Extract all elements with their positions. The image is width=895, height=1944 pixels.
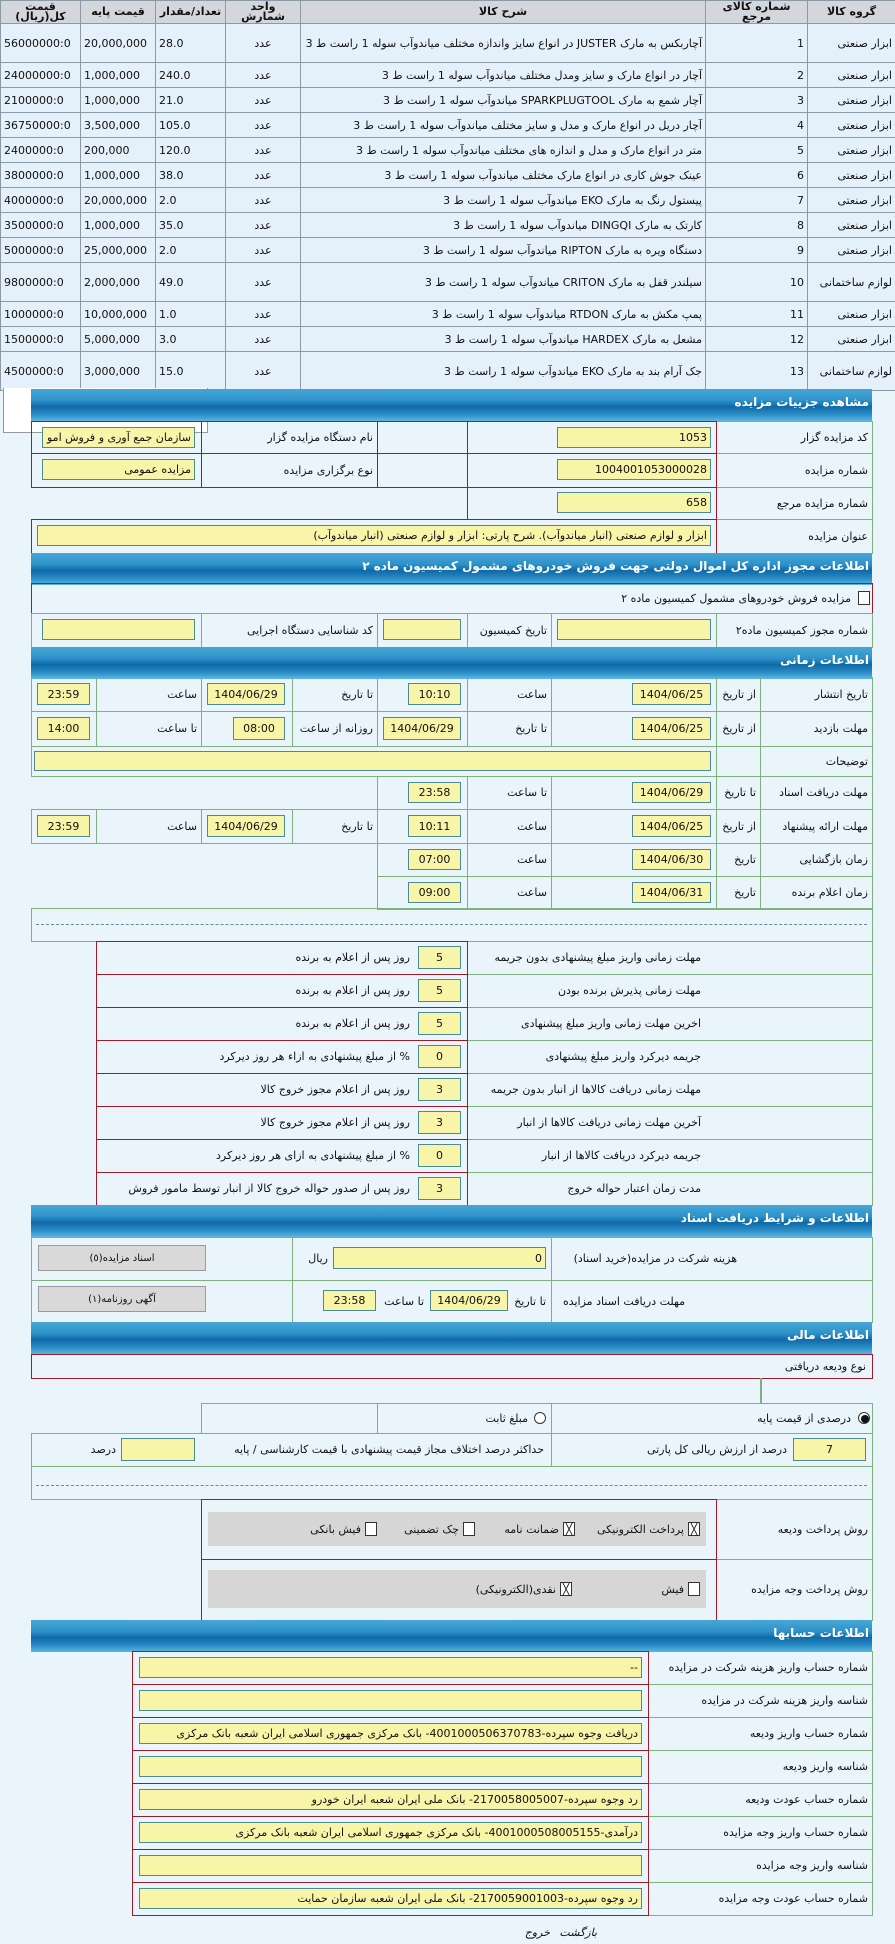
docs-deadline-time[interactable]: 23:58 (323, 1290, 376, 1311)
items-table-header (1, 1, 895, 24)
field-label: کد شناسایی دستگاه اجرایی (246, 623, 373, 637)
deposit-method-checkbox[interactable] (463, 1522, 475, 1536)
account-label: شماره حساب واریز ودیعه (749, 1727, 868, 1740)
unit-cell: عدد (226, 188, 301, 213)
field-label: نام دستگاه مزایده گزار (267, 430, 373, 444)
unit-cell: عدد (226, 88, 301, 113)
total-price-cell: 1500000:0 (1, 327, 81, 352)
field-label: تا تاریخ (724, 786, 756, 799)
deadline-suffix: روز پس از اعلام به برنده (295, 984, 410, 997)
deadline-label: مهلت زمانی پذیرش برنده بودن (557, 984, 701, 997)
total-price-cell: 9800000:0 (1, 263, 81, 302)
field-label: هزینه شرکت در مزایده(خرید اسناد) (573, 1252, 737, 1265)
account-field[interactable]: -- (139, 1657, 642, 1678)
description-cell: کارتک به مارک DINGQI میاندوآب سوله 1 راست ط 3 (301, 213, 706, 238)
section-header-permit: اطلاعات مجوز اداره کل اموال دولتی جهت فروش خودروهای مشمول کمیسیون ماده ۲ (31, 553, 872, 585)
base-price-cell: 1,000,000 (81, 63, 156, 88)
group-cell: لوازم ساختمانی (808, 352, 895, 391)
total-price-cell: 3800000:0 (1, 163, 81, 188)
auction-title-field[interactable]: ابزار و لوازم صنعتی (انبار میاندوآب). شرح پارتی: ابزار و لوازم صنعتی (انبار میاندوآب) (37, 525, 711, 546)
field-label: از تاریخ (722, 687, 756, 701)
column-header: قیمت کل(ریال) (1, 1, 81, 24)
field-label: تا تاریخ (341, 687, 373, 701)
checkbox-label: پرداخت الکترونیکی (597, 1522, 684, 1536)
column-header: واحد شمارش (226, 1, 301, 24)
base-price-cell: 10,000,000 (81, 302, 156, 327)
auction-documents-button[interactable]: اسناد مزایده(٥) (38, 1245, 206, 1271)
deadline-suffix: روز پس از اعلام به برنده (295, 1017, 410, 1030)
field-label: روش پرداخت ودیعه (777, 1522, 868, 1536)
description-cell: متر در انواع مارک و مدل و اندازه های مختلف میاندوآب سوله 1 راست ط 3 (301, 138, 706, 163)
description-cell: جک آرام بند به مارک EKO میاندوآب سوله 1 راست ط 3 (301, 352, 706, 391)
total-price-cell: 4000000:0 (1, 188, 81, 213)
deadline-label: اخرین مهلت زمانی واریز مبلغ پیشنهادی (521, 1017, 701, 1030)
table-cell (377, 453, 468, 488)
field-label: از تاریخ (722, 819, 756, 833)
ref-number-cell: 3 (706, 88, 808, 113)
field-label: تا تاریخ (515, 722, 547, 735)
unit-cell: عدد (226, 352, 301, 391)
payment-method-checkbox[interactable]: ╳ (560, 1582, 572, 1596)
quantity-cell: 2.0 (156, 238, 226, 263)
description-cell: آچار دریل در انواع مارک و مدل و سایز مختلف میاندوآب سوله 1 راست ط 3 (301, 113, 706, 138)
opening-time[interactable]: 07:00 (408, 849, 461, 870)
field-label: تاریخ کمیسیون (479, 623, 547, 637)
winner-date[interactable]: 1404/06/31 (632, 882, 711, 903)
base-price-cell: 1,000,000 (81, 88, 156, 113)
table-row (1, 213, 895, 238)
deadline-label: آخرین مهلت زمانی دریافت کالاها از انبار (517, 1116, 701, 1129)
group-cell: ابزار صنعتی (808, 302, 895, 327)
section-header-documents: اطلاعات و شرایط دریافت اسناد (31, 1205, 872, 1237)
account-label: شماره حساب واریز وجه مزایده (723, 1826, 868, 1839)
table-cell (716, 746, 761, 777)
group-cell: ابزار صنعتی (808, 63, 895, 88)
ref-number-cell: 4 (706, 113, 808, 138)
radio-label: مبلغ ثابت (485, 1411, 528, 1425)
base-price-cell: 200,000 (81, 138, 156, 163)
commission-date-field[interactable] (383, 619, 461, 640)
permit-number-field[interactable] (557, 619, 711, 640)
description-cell: پیستول رنگ به مارک EKO میاندوآب سوله 1 راست ط 3 (301, 188, 706, 213)
column-header: شرح کالا (301, 1, 706, 24)
section-header-accounts: اطلاعات حسابها (31, 1620, 872, 1652)
back-link[interactable]: بازگشت (559, 1926, 597, 1939)
table-row (1, 63, 895, 88)
account-label: شناسه واریز هزینه شرکت در مزایده (701, 1694, 868, 1707)
quantity-cell: 28.0 (156, 24, 226, 63)
offer-from-date[interactable]: 1404/06/25 (632, 815, 711, 837)
row-label: مهلت دریافت اسناد (779, 786, 868, 799)
deadline-suffix: روز پس از اعلام مجوز خروج کالا (260, 1083, 410, 1096)
base-price-cell: 5,000,000 (81, 327, 156, 352)
field-label: ساعت (517, 687, 547, 701)
account-field[interactable]: دریافت وجوه سپرده-4001000506370783- بانک مرکزی جمهوری اسلامی ایران شعبه بانک مرکزی (139, 1723, 642, 1744)
winner-time[interactable]: 09:00 (408, 882, 461, 903)
field-label: شماره مزایده مرجع (776, 496, 868, 510)
account-field[interactable]: رد وجوه سپرده-2170059001003- بانک ملی ایران شعبه سازمان حمایت (139, 1888, 642, 1909)
items-table (0, 0, 895, 391)
field-label: ساعت (167, 687, 197, 701)
field-label: شماره مزایده (804, 463, 868, 477)
unit-cell: عدد (226, 24, 301, 63)
newspaper-ad-button[interactable]: آگهی روزنامه(۱) (38, 1286, 206, 1312)
field-label: ساعت (517, 853, 547, 866)
group-cell: ابزار صنعتی (808, 188, 895, 213)
unit-cell: عدد (226, 163, 301, 188)
field-label: تا ساعت (157, 722, 197, 735)
deposit-percent-field[interactable]: 7 (793, 1438, 866, 1461)
deadline-value[interactable]: 5 (418, 946, 461, 969)
ref-number-cell: 10 (706, 263, 808, 302)
account-label: شناسه واریز ودیعه (782, 1760, 868, 1773)
fixed-radio[interactable] (534, 1412, 546, 1424)
table-row (1, 327, 895, 352)
account-field[interactable] (139, 1855, 642, 1876)
quantity-cell: 105.0 (156, 113, 226, 138)
unit-cell: عدد (226, 327, 301, 352)
table-row (1, 302, 895, 327)
quantity-cell: 2.0 (156, 188, 226, 213)
offer-to-time[interactable]: 23:59 (37, 815, 90, 837)
deadline-label: مهلت زمانی دریافت کالاها از انبار بدون جریمه (490, 1083, 701, 1096)
checkbox-label: فیش بانکی (310, 1522, 361, 1536)
quantity-cell: 15.0 (156, 352, 226, 391)
deadline-value[interactable]: 5 (418, 1012, 461, 1035)
quantity-cell: 3.0 (156, 327, 226, 352)
checkbox-label: چک تضمینی (404, 1522, 459, 1536)
visit-to-date[interactable]: 1404/06/29 (383, 717, 461, 740)
description-cell: دستگاه ویره به مارک RIPTON میاندوآب سوله 1 راست ط 3 (301, 238, 706, 263)
publish-to-time[interactable]: 23:59 (37, 683, 90, 705)
field-label: تا ساعت (507, 786, 547, 799)
deposit-method-checkbox[interactable]: ╳ (563, 1522, 575, 1536)
row-label: توضیحات (825, 754, 868, 768)
quantity-cell: 240.0 (156, 63, 226, 88)
unit-cell: عدد (226, 63, 301, 88)
ref-number-cell: 6 (706, 163, 808, 188)
account-label: شماره حساب عودت وجه مزایده (718, 1892, 868, 1905)
max-diff-field[interactable] (121, 1438, 195, 1461)
publish-to-date[interactable]: 1404/06/29 (207, 683, 285, 705)
total-price-cell: 1000000:0 (1, 302, 81, 327)
account-label: شماره حساب واریز هزینه شرکت در مزایده (668, 1661, 868, 1674)
ref-number-cell: 9 (706, 238, 808, 263)
field-label: نوع ودیعه دریافتی (784, 1359, 866, 1373)
unit-cell: عدد (226, 302, 301, 327)
group-cell: ابزار صنعتی (808, 113, 895, 138)
ref-number-cell: 12 (706, 327, 808, 352)
field-label: روزانه از ساعت (299, 722, 373, 735)
unit-cell: عدد (226, 138, 301, 163)
deadline-suffix: روز پس از اعلام به برنده (295, 951, 410, 964)
table-cell (377, 421, 468, 454)
checkbox-label: فیش (661, 1582, 684, 1596)
row-label: تاریخ انتشار (814, 687, 868, 701)
base-price-cell: 3,500,000 (81, 113, 156, 138)
row-label: زمان اعلام برنده (791, 886, 868, 899)
account-field[interactable]: درآمدی-4001000508005155- بانک مرکزی جمهوری اسلامی ایران شعبه بانک مرکزی (139, 1822, 642, 1843)
opening-date[interactable]: 1404/06/30 (632, 849, 711, 870)
table-row (1, 163, 895, 188)
offer-from-time[interactable]: 10:11 (408, 815, 461, 837)
deadline-label: جریمه دیرکرد واریز مبلغ پیشنهادی (545, 1050, 701, 1063)
description-cell: مشعل به مارک HARDEX میاندوآب سوله 1 راست ط 3 (301, 327, 706, 352)
deadline-value[interactable]: 3 (418, 1177, 461, 1200)
description-cell: آچاربکس به مارک JUSTER در انواع سایز واندازه مختلف میاندوآب سوله 1 راست ط 3 (301, 24, 706, 63)
description-cell: پمپ مکش به مارک RTDON میاندوآب سوله 1 راست ط 3 (301, 302, 706, 327)
radio-label: درصدی از قیمت پایه (757, 1411, 851, 1425)
column-header: گروه کالا (808, 1, 895, 24)
base-price-cell: 1,000,000 (81, 163, 156, 188)
description-cell: سیلندر قفل به مارک CRITON میاندوآب سوله 1 راست ط 3 (301, 263, 706, 302)
field-label: تاریخ (734, 853, 756, 866)
field-label: شماره مجوز کمیسیون ماده۲ (735, 623, 868, 637)
base-price-cell: 2,000,000 (81, 263, 156, 302)
table-row (1, 352, 895, 391)
agency-id-field[interactable] (42, 619, 195, 640)
field-label: ساعت (517, 819, 547, 833)
field-label: ساعت (517, 886, 547, 899)
deadline-suffix: % از مبلغ پیشنهادی به ازاء هر روز دیرکرد (219, 1050, 410, 1063)
publish-from-time[interactable]: 10:10 (408, 683, 461, 705)
ref-number-cell: 11 (706, 302, 808, 327)
section-header-timing: اطلاعات زمانی (31, 647, 872, 679)
base-price-cell: 20,000,000 (81, 24, 156, 63)
group-cell: لوازم ساختمانی (808, 263, 895, 302)
deadline-label: مهلت زمانی واریز مبلغ پیشنهادی بدون جریمه (494, 951, 701, 964)
auctioneer-name-field[interactable]: سازمان جمع آوری و فروش امو (42, 427, 195, 448)
fee-field[interactable]: 0 (333, 1247, 546, 1269)
total-price-cell: 24000000:0 (1, 63, 81, 88)
description-cell: آچار شمع به مارک SPARKPLUGTOOL میاندوآب سوله 1 راست ط 3 (301, 88, 706, 113)
ref-number-cell: 13 (706, 352, 808, 391)
table-row (1, 113, 895, 138)
table-cell (31, 908, 873, 942)
field-label: تاریخ (734, 886, 756, 899)
docs-deadline-date[interactable]: 1404/06/29 (430, 1290, 508, 1311)
total-price-cell: 4500000:0 (1, 352, 81, 391)
divider (36, 1485, 867, 1486)
deposit-method-checkbox[interactable] (365, 1522, 377, 1536)
ref-number-field[interactable]: 658 (557, 492, 711, 513)
percent-radio[interactable] (858, 1412, 870, 1424)
total-price-cell: 5000000:0 (1, 238, 81, 263)
docs-to-date[interactable]: 1404/06/29 (632, 782, 711, 803)
column-header: شماره کالای مرجع (706, 1, 808, 24)
deadline-label: جریمه دیرکرد دریافت کالاها از انبار (541, 1149, 701, 1162)
publish-from-date[interactable]: 1404/06/25 (632, 683, 711, 705)
column-header: تعداد/مقدار (156, 1, 226, 24)
deposit-method-checkbox[interactable]: ╳ (688, 1522, 700, 1536)
docs-to-time[interactable]: 23:58 (408, 782, 461, 803)
group-cell: ابزار صنعتی (808, 238, 895, 263)
base-price-cell: 1,000,000 (81, 213, 156, 238)
ref-number-cell: 5 (706, 138, 808, 163)
offer-to-date[interactable]: 1404/06/29 (207, 815, 285, 837)
group-cell: ابزار صنعتی (808, 163, 895, 188)
row-label: مهلت بازدید (813, 722, 868, 735)
account-field[interactable] (139, 1756, 642, 1777)
field-label: درصد (90, 1443, 116, 1456)
unit-cell: عدد (226, 263, 301, 302)
deadline-suffix: روز پس از اعلام مجوز خروج کالا (260, 1116, 410, 1129)
group-cell: ابزار صنعتی (808, 138, 895, 163)
checkbox-label: نقدی(الکترونیکی) (475, 1582, 556, 1596)
group-cell: ابزار صنعتی (808, 24, 895, 63)
table-row (1, 263, 895, 302)
unit-cell: عدد (226, 113, 301, 138)
field-label: عنوان مزایده (808, 529, 868, 543)
description-cell: عینک جوش کاری در انواع مارک مختلف میاندوآب سوله 1 راست ط 3 (301, 163, 706, 188)
checkbox-label: ضمانت نامه (504, 1522, 559, 1536)
deadline-value[interactable]: 0 (418, 1144, 461, 1167)
account-label: شماره حساب عودت ودیعه (745, 1793, 868, 1806)
commission-checkbox[interactable] (858, 591, 870, 605)
deadline-label: مدت زمان اعتبار حواله خروج (567, 1182, 701, 1195)
table-row (1, 238, 895, 263)
auction-number-field[interactable]: 1004001053000028 (557, 459, 711, 480)
group-cell: ابزار صنعتی (808, 327, 895, 352)
total-price-cell: 3500000:0 (1, 213, 81, 238)
ref-number-cell: 8 (706, 213, 808, 238)
field-label: مهلت دریافت اسناد مزایده (562, 1294, 685, 1308)
account-label: شناسه واریز وجه مزایده (756, 1859, 868, 1872)
ref-number-cell: 2 (706, 63, 808, 88)
field-label: ریال (308, 1252, 328, 1265)
quantity-cell: 35.0 (156, 213, 226, 238)
table-row (1, 88, 895, 113)
base-price-cell: 20,000,000 (81, 188, 156, 213)
visit-from-date[interactable]: 1404/06/25 (632, 717, 711, 740)
field-label: درصد از ارزش ریالی کل پارتی (646, 1443, 787, 1456)
auction-type-field[interactable]: مزایده عمومی (42, 459, 195, 480)
table-row (1, 188, 895, 213)
total-price-cell: 36750000:0 (1, 113, 81, 138)
deadline-suffix: % از مبلغ پیشنهادی به ازای هر روز دیرکرد (216, 1149, 410, 1162)
divider (36, 924, 867, 925)
field-label: از تاریخ (722, 722, 756, 735)
account-field[interactable] (139, 1690, 642, 1711)
field-label: حداکثر درصد اختلاف مجاز قیمت پیشنهادی با قیمت کارشناسی / پایه (234, 1443, 544, 1456)
deadline-suffix: روز پس از صدور حواله خروج کالا از انبار توسط مامور فروش (128, 1182, 410, 1195)
field-label: نوع برگزاری مزایده (283, 463, 373, 477)
deadline-value[interactable]: 5 (418, 979, 461, 1002)
quantity-cell: 49.0 (156, 263, 226, 302)
quantity-cell: 38.0 (156, 163, 226, 188)
field-label: تا تاریخ (514, 1294, 546, 1308)
unit-cell: عدد (226, 238, 301, 263)
table-row (1, 24, 895, 63)
exit-link[interactable]: خروج (524, 1926, 550, 1939)
visit-daily-from[interactable]: 08:00 (233, 717, 285, 740)
account-field[interactable]: رد وجوه سپرده-2170058005007- بانک ملی ایران شعبه ایران خودرو (139, 1789, 642, 1810)
field-label: تا ساعت (384, 1294, 424, 1308)
base-price-cell: 25,000,000 (81, 238, 156, 263)
payment-methods-box (208, 1570, 706, 1608)
section-header-financial: اطلاعات مالی (31, 1322, 872, 1354)
deadline-value[interactable]: 3 (418, 1111, 461, 1134)
field-label: تا تاریخ (341, 819, 373, 833)
description-cell: آچار در انواع مارک و سایز ومدل مختلف میاندوآب سوله 1 راست ط 3 (301, 63, 706, 88)
deadline-value[interactable]: 0 (418, 1045, 461, 1068)
total-price-cell: 2400000:0 (1, 138, 81, 163)
section-header-details: مشاهده جزییات مزایده (31, 389, 872, 421)
total-price-cell: 2100000:0 (1, 88, 81, 113)
group-cell: ابزار صنعتی (808, 88, 895, 113)
ref-number-cell: 7 (706, 188, 808, 213)
base-price-cell: 3,000,000 (81, 352, 156, 391)
group-cell: ابزار صنعتی (808, 213, 895, 238)
deadline-value[interactable]: 3 (418, 1078, 461, 1101)
unit-cell: عدد (226, 213, 301, 238)
table-row (1, 138, 895, 163)
ref-number-cell: 1 (706, 24, 808, 63)
row-label: مهلت ارائه پیشنهاد (782, 819, 868, 833)
notes-field[interactable] (34, 751, 711, 771)
auctioneer-code-field[interactable]: 1053 (557, 427, 711, 448)
row-label: زمان بازگشایی (799, 853, 868, 866)
quantity-cell: 120.0 (156, 138, 226, 163)
quantity-cell: 1.0 (156, 302, 226, 327)
quantity-cell: 21.0 (156, 88, 226, 113)
table-cell (760, 1378, 762, 1403)
checkbox-label: مزایده فروش خودروهای مشمول کمیسیون ماده ۲ (621, 591, 851, 605)
total-price-cell: 56000000:0 (1, 24, 81, 63)
table-cell (31, 1466, 873, 1500)
field-label: ساعت (167, 819, 197, 833)
table-cell (201, 1403, 378, 1434)
field-label: روش پرداخت وجه مزایده (751, 1583, 868, 1596)
payment-method-checkbox[interactable] (688, 1582, 700, 1596)
column-header: قیمت پایه (81, 1, 156, 24)
field-label: کد مزایده گزار (800, 430, 868, 444)
visit-daily-to[interactable]: 14:00 (37, 717, 90, 740)
